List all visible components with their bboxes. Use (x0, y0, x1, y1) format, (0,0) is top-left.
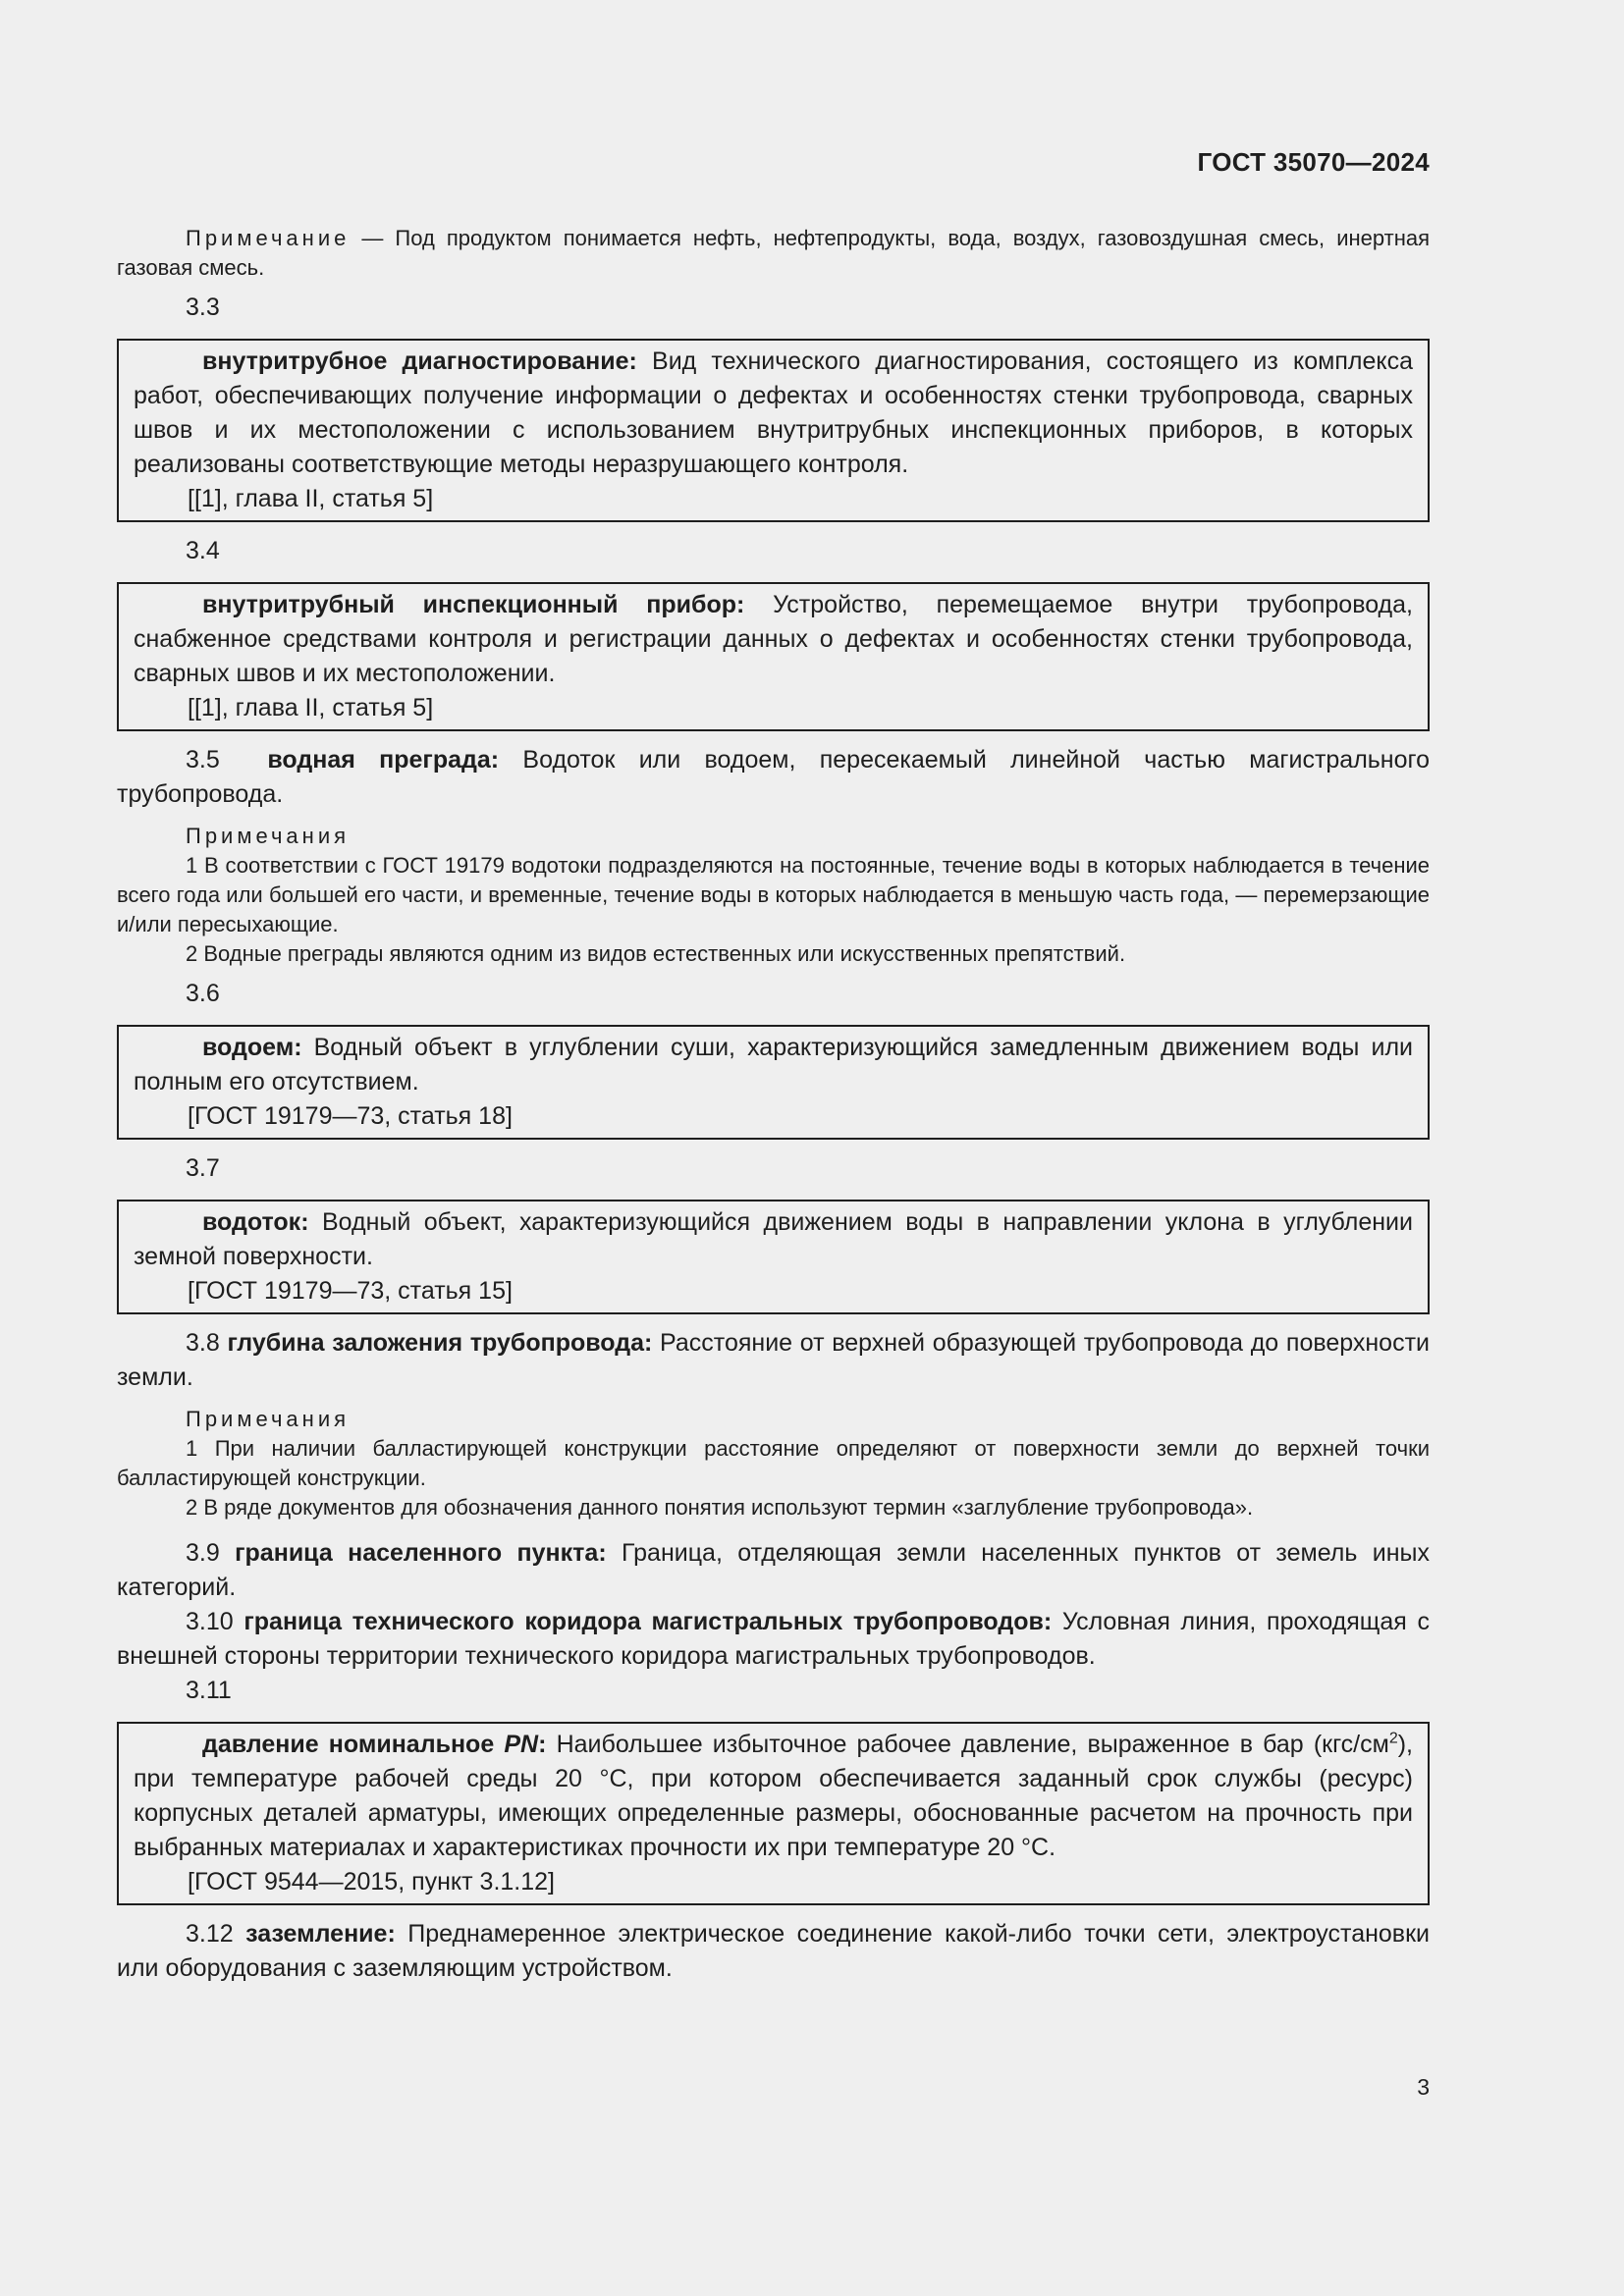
term-box-3-6 (117, 1025, 1430, 1140)
intro-note (117, 224, 1430, 283)
notes-label: Примечания (186, 824, 351, 848)
term-definition (134, 1205, 1413, 1274)
term-text: Преднамеренное электрическое соединение какой-либо точки сети, электроустановки или оборудования с заземляющим устройством. (117, 1920, 1430, 1982)
term-colon: : (538, 1731, 547, 1758)
clause-number: 3.3 (186, 294, 220, 321)
term-text: Расстояние от верхней образующей трубопровода до поверхности земли. (117, 1329, 1430, 1391)
clause-number: 3.10 (186, 1608, 234, 1635)
term-text: Вид технического диагностирования, состоящего из комплекса работ, обеспечивающих получение информации о дефектах и особенностях стенки трубопровода, сварных швов и их местоположении с использованием внутритрубных инспекционных приборов, в которых реализованы соответствующие методы неразрушающего контроля. (134, 347, 1413, 478)
term-title: глубина заложения трубопровода: (227, 1329, 653, 1357)
term-box-3-7 (117, 1200, 1430, 1314)
document-page (117, 0, 1430, 2296)
clause-number: 3.11 (186, 1677, 232, 1704)
term-title: граница населенного пункта: (235, 1539, 607, 1567)
document-header: ГОСТ 35070—2024 (1197, 147, 1430, 177)
term-title: внутритрубный инспекционный прибор: (202, 591, 745, 618)
note-label: Примечание (186, 226, 351, 250)
note-text: — Под продуктом понимается нефть, нефтепродукты, вода, воздух, газовоздушная смесь, инертная газовая смесь. (117, 226, 1430, 280)
term-reference: [ГОСТ 9544—2015, пункт 3.1.12] (188, 1868, 555, 1896)
note-item: 1 При наличии балластирующей конструкции расстояние определяют от поверхности земли до верхней точки балластирующей конструкции. (117, 1436, 1430, 1490)
term-text: Водный объект в углублении суши, характеризующийся замедленным движением воды или полным его отсутствием. (134, 1034, 1413, 1095)
clause-number: 3.4 (186, 537, 220, 564)
document-body (117, 224, 1430, 1986)
term-3-9 (117, 1536, 1430, 1605)
term-text: Водоток или водоем, пересекаемый линейной частью магистрального трубопровода. (117, 746, 1430, 808)
clause-number: 3.7 (186, 1154, 220, 1182)
term-3-5 (117, 743, 1430, 812)
term-definition (134, 588, 1413, 691)
notes-heading (117, 822, 1430, 851)
term-text: ), при температуре рабочей среды 20 °C, при котором обеспечивается заданный срок службы (ресурс) корпусных деталей арматуры, имеющих определенные размеры, обоснованные расчетом на прочность при выбранных материалах и характеристиках прочности их при температуре 20 °C. (134, 1731, 1414, 1861)
term-symbol: PN (504, 1731, 539, 1758)
note-item: 2 В ряде документов для обозначения данного понятия используют термин «заглубление трубопровода». (186, 1495, 1254, 1520)
page-number: 3 (1417, 2074, 1430, 2100)
term-definition (134, 1728, 1413, 1865)
term-text: Устройство, перемещаемое внутри трубопровода, снабженное средствами контроля и регистрации данных о дефектах и особенностях стенки трубопровода, сварных швов и их местоположении. (134, 591, 1413, 687)
term-definition (134, 345, 1413, 482)
term-title: водная преграда: (267, 746, 500, 774)
term-reference: [ГОСТ 19179—73, статья 15] (188, 1277, 513, 1305)
clause-number: 3.9 (186, 1539, 220, 1567)
clause-number: 3.8 (186, 1329, 220, 1357)
term-3-12 (117, 1917, 1430, 1986)
term-title: давление номинальное (202, 1731, 505, 1758)
term-3-10 (117, 1605, 1430, 1674)
term-box-3-11 (117, 1722, 1430, 1905)
term-title: водоток: (202, 1208, 309, 1236)
notes-heading (117, 1405, 1430, 1434)
term-title: внутритрубное диагностирование: (202, 347, 637, 375)
note-item: 2 Водные преграды являются одним из видов естественных или искусственных препятствий. (186, 941, 1126, 966)
term-reference: [[1], глава II, статья 5] (188, 694, 434, 721)
term-title: граница технического коридора магистральных трубопроводов: (244, 1608, 1053, 1635)
clause-number: 3.5 (186, 746, 220, 774)
superscript: 2 (1388, 1730, 1398, 1747)
clause-number: 3.12 (186, 1920, 234, 1948)
notes-label: Примечания (186, 1407, 351, 1431)
term-reference: [ГОСТ 19179—73, статья 18] (188, 1102, 513, 1130)
term-3-8 (117, 1326, 1430, 1395)
note-item: 1 В соответствии с ГОСТ 19179 водотоки подразделяются на постоянные, течение воды в которых наблюдается в течение всего года или большей его части, и временные, течение воды в которых наблюдается в меньшую часть года, — перемерзающие и/или пересыхающие. (117, 853, 1430, 936)
term-text: Водный объект, характеризующийся движением воды в направлении уклона в углублении земной поверхности. (134, 1208, 1413, 1270)
term-reference: [[1], глава II, статья 5] (188, 485, 434, 512)
term-text: Условная линия, проходящая с внешней стороны территории технического коридора магистральных трубопроводов. (117, 1608, 1430, 1670)
term-box-3-4 (117, 582, 1430, 731)
term-text: Наибольшее избыточное рабочее давление, выраженное в бар (кгс/см (546, 1731, 1389, 1758)
term-title: заземление: (245, 1920, 396, 1948)
term-definition (134, 1031, 1413, 1099)
clause-number: 3.6 (186, 980, 220, 1007)
term-title: водоем: (202, 1034, 302, 1061)
term-text: Граница, отделяющая земли населенных пунктов от земель иных категорий. (117, 1539, 1430, 1601)
term-box-3-3 (117, 339, 1430, 522)
